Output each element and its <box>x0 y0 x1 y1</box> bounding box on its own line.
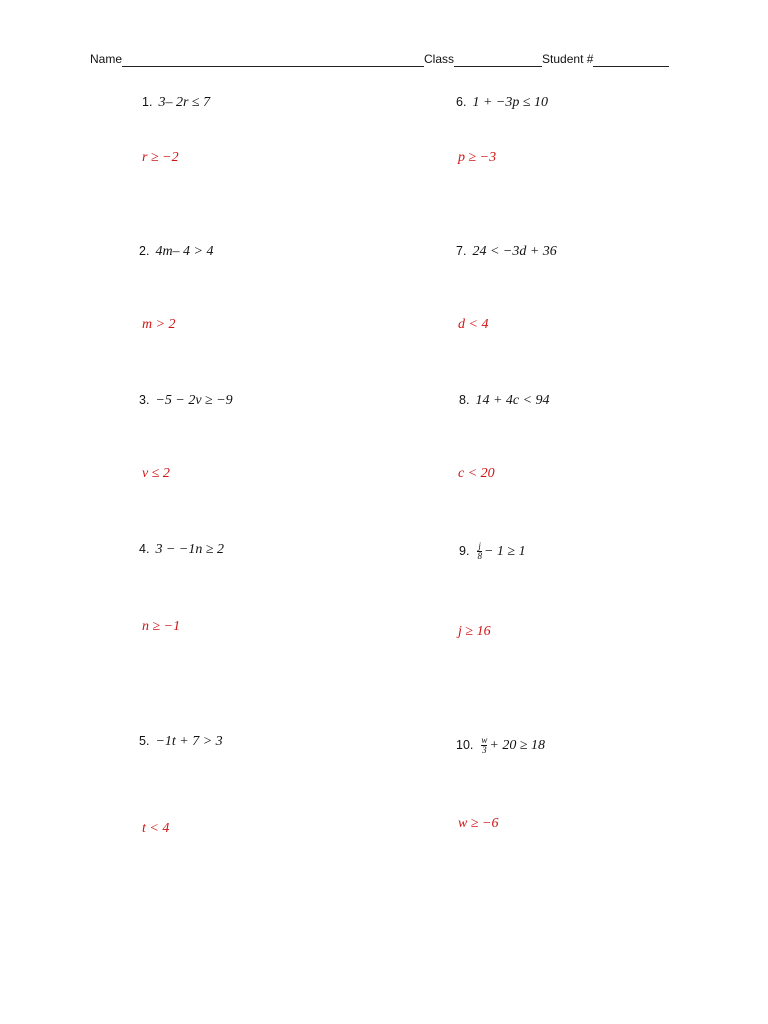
name-label: Name <box>90 52 123 66</box>
problem-4 <box>139 540 224 559</box>
student-number-blank[interactable] <box>593 53 669 67</box>
problem-number: 5. <box>139 734 150 748</box>
answer-2: m > 2 <box>142 317 176 332</box>
problem-number: 9. <box>459 544 470 558</box>
answer-4: n ≥ −1 <box>142 619 181 634</box>
name-blank[interactable] <box>122 53 424 67</box>
class-label: Class <box>424 52 455 66</box>
problem-7 <box>456 242 557 261</box>
answer-6: p ≥ −3 <box>458 150 497 165</box>
problem-5 <box>139 732 223 751</box>
worksheet-header <box>90 47 690 67</box>
problem-expression: 1 + −3p ≤ 10 <box>472 95 549 110</box>
fraction-denominator: 3 <box>482 745 487 756</box>
student-number-label: Student # <box>542 52 594 66</box>
problem-1 <box>142 93 210 112</box>
fraction-numerator: j <box>478 541 481 552</box>
problem-expression: − 1 ≥ 1 <box>483 544 526 559</box>
class-blank[interactable] <box>454 53 542 67</box>
problem-number: 10. <box>456 738 474 752</box>
fraction-numerator: w <box>481 735 488 746</box>
problem-expression: + 20 ≥ 18 <box>489 738 546 753</box>
problem-10 <box>456 736 545 755</box>
problem-9 <box>459 542 526 561</box>
problem-expression: 3 − −1n ≥ 2 <box>155 542 225 557</box>
problem-2 <box>139 242 214 261</box>
problem-expression: 3– 2r ≤ 7 <box>158 95 211 110</box>
answer-9: j ≥ 16 <box>458 624 491 639</box>
answer-10: w ≥ −6 <box>458 816 499 831</box>
answer-5: t < 4 <box>142 821 170 836</box>
problem-8 <box>459 391 550 410</box>
answer-3: v ≤ 2 <box>142 466 170 481</box>
problem-number: 6. <box>456 95 467 109</box>
answer-1: r ≥ −2 <box>142 150 179 165</box>
problem-expression: 4m– 4 > 4 <box>155 244 214 259</box>
problem-number: 2. <box>139 244 150 258</box>
problem-number: 8. <box>459 393 470 407</box>
problem-number: 1. <box>142 95 153 109</box>
answer-8: c < 20 <box>458 466 495 481</box>
answer-7: d < 4 <box>458 317 489 332</box>
fraction <box>477 542 482 561</box>
problem-expression: 24 < −3d + 36 <box>472 244 557 259</box>
problem-expression: 14 + 4c < 94 <box>475 393 550 408</box>
problem-expression: −1t + 7 > 3 <box>155 734 223 749</box>
problem-3 <box>139 391 233 410</box>
problem-number: 7. <box>456 244 467 258</box>
fraction-denominator: 8 <box>477 551 482 562</box>
problem-6 <box>456 93 548 112</box>
problem-number: 3. <box>139 393 150 407</box>
problem-expression: −5 − 2v ≥ −9 <box>155 393 233 408</box>
fraction <box>481 736 487 755</box>
problem-number: 4. <box>139 542 150 556</box>
